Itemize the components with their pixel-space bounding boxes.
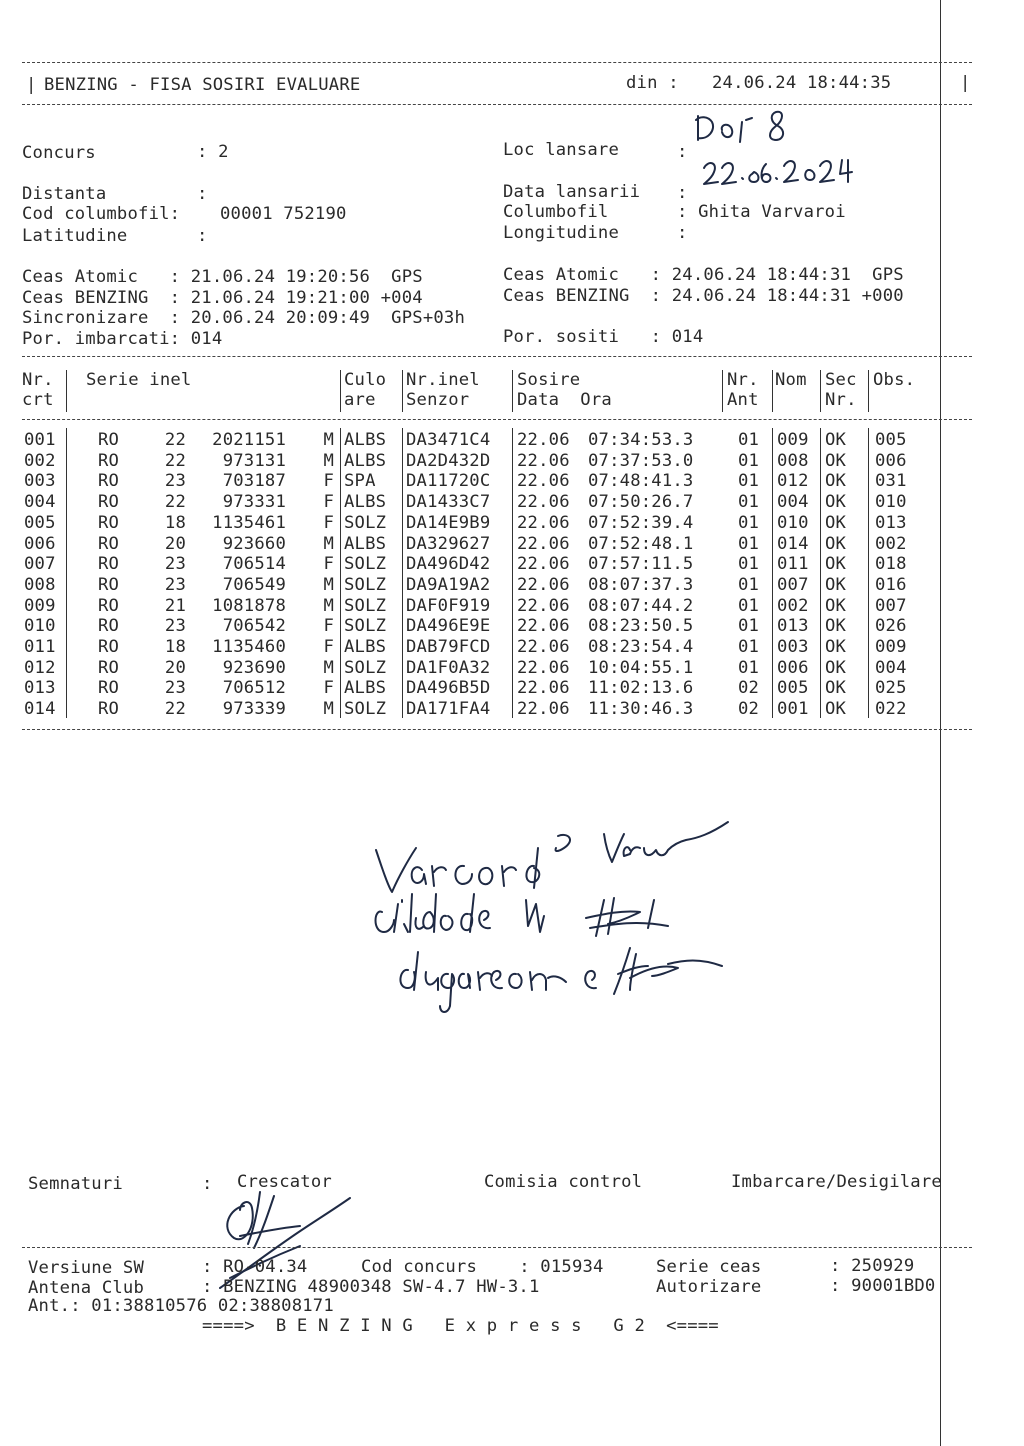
- cell-year: 18: [164, 512, 186, 533]
- cell-nom: 004: [777, 492, 809, 513]
- cell-color: SOLZ: [344, 512, 387, 533]
- cell-sec: OK: [825, 554, 847, 575]
- cell-country: RO: [98, 492, 120, 513]
- cell-ring: 703187: [222, 471, 286, 492]
- body-sep: [512, 428, 513, 718]
- cell-country: RO: [98, 471, 120, 492]
- header-sep: [868, 370, 869, 412]
- cell-year: 21: [164, 595, 186, 616]
- cell-obs: 025: [875, 678, 907, 699]
- col-nrinel-header: Nr.inel Senzor: [406, 370, 480, 410]
- body-sep: [402, 428, 403, 718]
- cell-sex: M: [323, 430, 334, 450]
- cell-sex: F: [323, 616, 334, 637]
- cell-sensor: DA1433C7: [406, 492, 491, 513]
- loc-lansare-label: Loc lansare: [503, 140, 620, 160]
- cell-nom: 002: [777, 595, 809, 616]
- body-sep: [66, 428, 67, 718]
- cell-ant: 02: [738, 678, 760, 699]
- cell-color: SOLZ: [344, 595, 387, 616]
- cell-sex: M: [323, 574, 334, 595]
- cell-time: 08:23:50.5: [588, 616, 694, 637]
- data-lansarii-colon: :: [677, 183, 688, 203]
- cell-color: SOLZ: [344, 699, 387, 720]
- cell-sec: OK: [825, 699, 847, 720]
- cell-sensor: DA11720C: [406, 471, 491, 492]
- header-sep: [402, 370, 403, 412]
- cell-sex: F: [323, 554, 334, 575]
- longitudine-colon: :: [677, 223, 688, 243]
- cell-nom: 009: [777, 430, 809, 450]
- cell-obs: 006: [875, 450, 907, 471]
- cell-year: 18: [164, 637, 186, 657]
- cell-ring: 706514: [222, 554, 286, 575]
- longitudine-label: Longitudine: [503, 223, 620, 243]
- cell-ring: 973331: [222, 492, 286, 513]
- distanta-colon: :: [197, 184, 208, 204]
- serie-ceas-label: Serie ceas: [656, 1257, 762, 1277]
- ceas-atomic-end: Ceas Atomic : 24.06.24 18:44:31 GPS: [503, 265, 904, 285]
- cell-sex: M: [323, 450, 334, 471]
- cell-sensor: DA496E9E: [406, 616, 491, 637]
- cell-nr: 008: [24, 574, 56, 595]
- cell-country: RO: [98, 430, 120, 450]
- table-header-top-rule: [22, 356, 972, 357]
- cell-ring: 923690: [222, 657, 286, 678]
- cell-nr: 006: [24, 533, 56, 554]
- body-sep: [340, 428, 341, 718]
- header-din-label: din :: [626, 73, 679, 93]
- cell-sensor: DA1F0A32: [406, 657, 491, 678]
- cell-sex: M: [323, 533, 334, 554]
- header-top-rule: [22, 62, 972, 63]
- porumbei-sositi: Por. sositi : 014: [503, 327, 704, 347]
- cell-ant: 01: [738, 657, 760, 678]
- cell-date: 22.06: [517, 678, 570, 699]
- cell-sec: OK: [825, 657, 847, 678]
- cell-time: 11:30:46.3: [588, 699, 694, 720]
- cell-ant: 01: [738, 574, 760, 595]
- cell-sensor: DA2D432D: [406, 450, 491, 471]
- table-header-bottom-rule: [22, 419, 972, 420]
- cell-sec: OK: [825, 574, 847, 595]
- cell-nr: 001: [24, 430, 56, 450]
- cell-time: 08:23:54.4: [588, 637, 694, 657]
- latitudine-colon: :: [197, 226, 208, 246]
- cell-sec: OK: [825, 533, 847, 554]
- cell-color: ALBS: [344, 492, 387, 513]
- cell-sensor: DA496D42: [406, 554, 491, 575]
- cell-ant: 01: [738, 533, 760, 554]
- cell-nr: 012: [24, 657, 56, 678]
- cell-obs: 004: [875, 657, 907, 678]
- cell-sec: OK: [825, 678, 847, 699]
- col-ant-header: Nr. Ant: [727, 370, 759, 410]
- cell-date: 22.06: [517, 554, 570, 575]
- cell-time: 07:52:39.4: [588, 512, 694, 533]
- cell-obs: 016: [875, 574, 907, 595]
- cell-nr: 004: [24, 492, 56, 513]
- cell-sec: OK: [825, 616, 847, 637]
- cell-sex: F: [323, 678, 334, 699]
- cell-date: 22.06: [517, 512, 570, 533]
- header-sep: [340, 370, 341, 412]
- autorizare-value: : 90001BD0: [830, 1276, 936, 1296]
- cell-country: RO: [98, 533, 120, 554]
- cell-nr: 013: [24, 678, 56, 699]
- cell-year: 22: [164, 492, 186, 513]
- cell-country: RO: [98, 595, 120, 616]
- cell-obs: 031: [875, 471, 907, 492]
- cell-ring: 923660: [222, 533, 286, 554]
- header-sep: [722, 370, 723, 412]
- cell-ant: 01: [738, 616, 760, 637]
- cell-sensor: DA171FA4: [406, 699, 491, 720]
- cell-time: 08:07:37.3: [588, 574, 694, 595]
- cell-color: ALBS: [344, 637, 387, 657]
- antenna-ids: Ant.: 01:38810576 02:38808171: [28, 1296, 334, 1316]
- cell-nom: 003: [777, 637, 809, 657]
- cell-obs: 002: [875, 533, 907, 554]
- cell-ant: 01: [738, 492, 760, 513]
- header-sep: [512, 370, 513, 412]
- cell-sec: OK: [825, 595, 847, 616]
- footer-top-rule: [22, 1247, 972, 1248]
- cell-country: RO: [98, 657, 120, 678]
- cell-sensor: DA496B5D: [406, 678, 491, 699]
- cell-date: 22.06: [517, 637, 570, 657]
- semnaturi-label: Semnaturi: [28, 1174, 123, 1194]
- antena-club-value: : BENZING 48900348 SW-4.7 HW-3.1: [202, 1277, 540, 1297]
- cell-nom: 001: [777, 699, 809, 720]
- cell-ring: 1081878: [212, 595, 286, 616]
- comisia-control-label: Comisia control: [484, 1172, 643, 1192]
- cell-nr: 014: [24, 699, 56, 720]
- cell-nr: 009: [24, 595, 56, 616]
- cell-ring: 706549: [222, 574, 286, 595]
- sincronizare: Sincronizare : 20.06.24 20:09:49 GPS+03h: [22, 308, 466, 328]
- cell-sec: OK: [825, 471, 847, 492]
- imbarcare-desigilare-label: Imbarcare/Desigilare: [731, 1172, 942, 1192]
- cell-sex: F: [323, 492, 334, 513]
- cell-sensor: DA14E9B9: [406, 512, 491, 533]
- header-bottom-rule: [22, 104, 972, 105]
- cell-nr: 011: [24, 637, 56, 657]
- cell-country: RO: [98, 512, 120, 533]
- columbofil-value: : Ghita Varvaroi: [677, 202, 846, 222]
- ceas-benzing-start: Ceas BENZING : 21.06.24 19:21:00 +004: [22, 288, 423, 308]
- autorizare-label: Autorizare: [656, 1277, 762, 1297]
- header-bar-right: |: [960, 73, 971, 93]
- cell-ant: 01: [738, 554, 760, 575]
- cell-sex: M: [323, 595, 334, 616]
- cell-sensor: DA9A19A2: [406, 574, 491, 595]
- cell-year: 23: [164, 574, 186, 595]
- cell-ring: 1135461: [212, 512, 286, 533]
- body-sep: [868, 428, 869, 718]
- versiune-sw-value: : RO-04.34: [202, 1257, 308, 1277]
- cell-ring: 706512: [222, 678, 286, 699]
- cell-sec: OK: [825, 492, 847, 513]
- cell-sex: M: [323, 699, 334, 720]
- cell-sex: F: [323, 637, 334, 657]
- cell-country: RO: [98, 574, 120, 595]
- cell-year: 23: [164, 678, 186, 699]
- concurs-label: Concurs: [22, 143, 96, 163]
- col-sosire-header: Sosire Data Ora: [517, 370, 612, 410]
- cell-year: 22: [164, 430, 186, 450]
- cell-sec: OK: [825, 450, 847, 471]
- cell-sec: OK: [825, 637, 847, 657]
- cell-time: 07:52:48.1: [588, 533, 694, 554]
- cell-ring: 973131: [222, 450, 286, 471]
- header-bar-left: |: [26, 75, 37, 95]
- table-bottom-rule: [22, 729, 972, 730]
- cell-nom: 007: [777, 574, 809, 595]
- cell-year: 20: [164, 657, 186, 678]
- cell-sex: F: [323, 512, 334, 533]
- crescator-label: Crescator: [237, 1172, 332, 1192]
- cell-time: 07:48:41.3: [588, 471, 694, 492]
- cell-date: 22.06: [517, 699, 570, 720]
- ceas-atomic-start: Ceas Atomic : 21.06.24 19:20:56 GPS: [22, 267, 423, 287]
- cell-country: RO: [98, 616, 120, 637]
- cell-time: 10:04:55.1: [588, 657, 694, 678]
- cell-time: 08:07:44.2: [588, 595, 694, 616]
- cell-country: RO: [98, 637, 120, 657]
- cell-year: 22: [164, 450, 186, 471]
- cell-sex: F: [323, 471, 334, 492]
- cell-nom: 006: [777, 657, 809, 678]
- col-sec-header: Sec Nr.: [825, 370, 857, 410]
- cell-time: 11:02:13.6: [588, 678, 694, 699]
- semnaturi-colon: :: [202, 1174, 213, 1194]
- cell-date: 22.06: [517, 492, 570, 513]
- cell-sensor: DA3471C4: [406, 430, 491, 450]
- cell-year: 22: [164, 699, 186, 720]
- cell-nom: 012: [777, 471, 809, 492]
- cell-year: 23: [164, 554, 186, 575]
- header-sep: [66, 370, 67, 412]
- cell-country: RO: [98, 554, 120, 575]
- cell-color: SOLZ: [344, 574, 387, 595]
- porumbei-imbarcati: Por. imbarcati: 014: [22, 329, 223, 349]
- cell-date: 22.06: [517, 616, 570, 637]
- cell-nom: 008: [777, 450, 809, 471]
- cell-nr: 003: [24, 471, 56, 492]
- cell-country: RO: [98, 699, 120, 720]
- cell-nom: 014: [777, 533, 809, 554]
- versiune-sw-label: Versiune SW: [28, 1258, 145, 1278]
- col-serie-header: Serie inel: [86, 370, 192, 390]
- handwritten-data-lansarii: [700, 152, 860, 192]
- antena-club-label: Antena Club: [28, 1278, 145, 1298]
- cell-date: 22.06: [517, 595, 570, 616]
- header-sep: [772, 370, 773, 412]
- cod-concurs: Cod concurs : 015934: [361, 1257, 604, 1277]
- cell-obs: 010: [875, 492, 907, 513]
- cell-date: 22.06: [517, 657, 570, 678]
- cell-ant: 01: [738, 512, 760, 533]
- cell-date: 22.06: [517, 574, 570, 595]
- cell-ant: 02: [738, 699, 760, 720]
- cell-time: 07:50:26.7: [588, 492, 694, 513]
- concurs-value: : 2: [197, 142, 229, 162]
- cell-ring: 1135460: [212, 637, 286, 657]
- cell-ring: 2021151: [212, 430, 286, 450]
- data-lansarii-label: Data lansarii: [503, 182, 641, 202]
- cell-ant: 01: [738, 637, 760, 657]
- brand-line: ====> B E N Z I N G E x p r e s s G 2 <====: [202, 1316, 719, 1336]
- cod-columbofil-value: 00001 752190: [220, 204, 347, 224]
- cell-sec: OK: [825, 512, 847, 533]
- cell-color: SOLZ: [344, 657, 387, 678]
- cell-country: RO: [98, 678, 120, 699]
- body-sep: [772, 428, 773, 718]
- latitudine-label: Latitudine: [22, 226, 128, 246]
- cell-ring: 973339: [222, 699, 286, 720]
- cell-nom: 011: [777, 554, 809, 575]
- cell-color: SPA: [344, 471, 376, 492]
- cell-nr: 005: [24, 512, 56, 533]
- handwritten-loc-lansare: [690, 102, 820, 150]
- col-nr-header: Nr. crt: [22, 370, 54, 410]
- cell-time: 07:34:53.3: [588, 430, 694, 450]
- columbofil-label: Columbofil: [503, 202, 609, 222]
- cell-color: SOLZ: [344, 616, 387, 637]
- cod-columbofil-label: Cod columbofil:: [22, 204, 181, 224]
- document-title: BENZING - FISA SOSIRI EVALUARE: [44, 75, 361, 95]
- col-nom-header: Nom: [775, 370, 807, 390]
- cell-color: ALBS: [344, 430, 387, 450]
- cell-year: 23: [164, 616, 186, 637]
- cell-sensor: DAB79FCD: [406, 637, 491, 657]
- handwritten-commission-signatures: [368, 808, 748, 1028]
- cell-time: 07:37:53.0: [588, 450, 694, 471]
- cell-sec: OK: [825, 430, 847, 450]
- cell-country: RO: [98, 450, 120, 471]
- page-right-margin-line: [940, 0, 941, 1446]
- cell-color: ALBS: [344, 533, 387, 554]
- cell-nr: 007: [24, 554, 56, 575]
- cell-nom: 013: [777, 616, 809, 637]
- cell-ring: 706542: [222, 616, 286, 637]
- cell-ant: 01: [738, 430, 760, 450]
- cell-year: 20: [164, 533, 186, 554]
- cell-date: 22.06: [517, 450, 570, 471]
- col-culoare-header: Culo are: [344, 370, 387, 410]
- cell-color: ALBS: [344, 678, 387, 699]
- cell-nom: 005: [777, 678, 809, 699]
- cell-nr: 002: [24, 450, 56, 471]
- body-sep: [820, 428, 821, 718]
- cell-date: 22.06: [517, 471, 570, 492]
- cell-nr: 010: [24, 616, 56, 637]
- cell-sensor: DA329627: [406, 533, 491, 554]
- cell-time: 07:57:11.5: [588, 554, 694, 575]
- cell-ant: 01: [738, 450, 760, 471]
- cell-sex: M: [323, 657, 334, 678]
- cell-obs: 018: [875, 554, 907, 575]
- loc-lansare-colon: :: [677, 142, 688, 162]
- cell-color: ALBS: [344, 450, 387, 471]
- col-obs-header: Obs.: [873, 370, 916, 390]
- cell-obs: 022: [875, 699, 907, 720]
- serie-ceas-value: : 250929: [830, 1256, 915, 1276]
- distanta-label: Distanta: [22, 184, 107, 204]
- cell-obs: 013: [875, 512, 907, 533]
- cell-date: 22.06: [517, 430, 570, 450]
- cell-sensor: DAF0F919: [406, 595, 491, 616]
- cell-year: 23: [164, 471, 186, 492]
- cell-obs: 007: [875, 595, 907, 616]
- header-sep: [820, 370, 821, 412]
- cell-date: 22.06: [517, 533, 570, 554]
- cell-nom: 010: [777, 512, 809, 533]
- cell-obs: 005: [875, 430, 907, 450]
- cell-ant: 01: [738, 595, 760, 616]
- cell-color: SOLZ: [344, 554, 387, 575]
- cell-ant: 01: [738, 471, 760, 492]
- cell-obs: 009: [875, 637, 907, 657]
- cell-obs: 026: [875, 616, 907, 637]
- header-din-value: 24.06.24 18:44:35: [712, 73, 892, 93]
- ceas-benzing-end: Ceas BENZING : 24.06.24 18:44:31 +000: [503, 286, 904, 306]
